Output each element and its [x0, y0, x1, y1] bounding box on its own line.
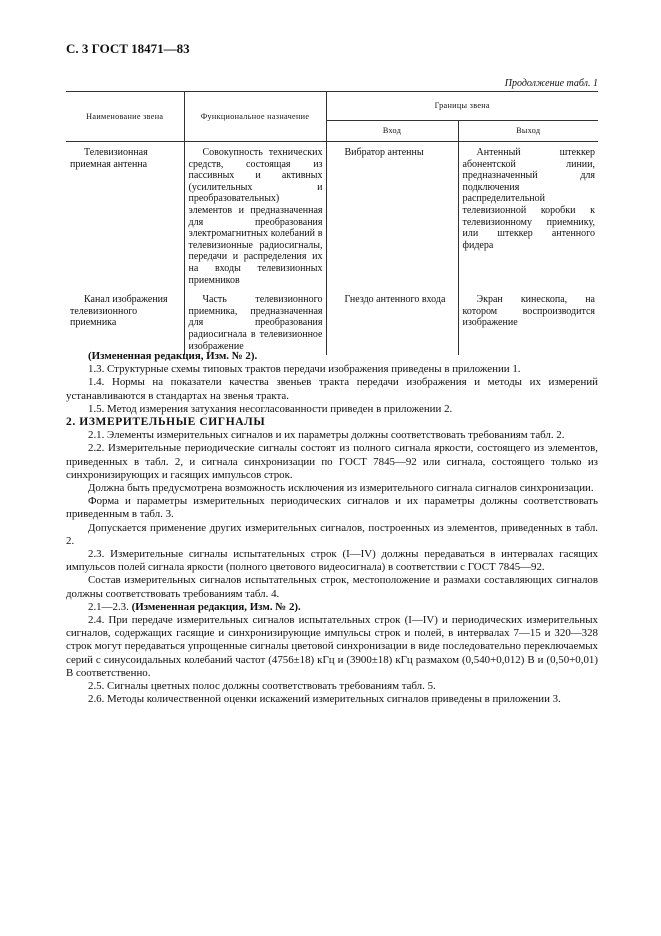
paragraph-1-5: 1.5. Метод измерения затухания несогласованности приведен в приложении 2.: [88, 402, 453, 415]
paragraph-2-2-c: Форма и параметры измерительных периодических сигналов и их параметры должны соответствовать приведенным в табл. 3.: [66, 495, 598, 521]
table-row: [66, 289, 598, 355]
cell-input: Гнездо антенного входа: [326, 289, 458, 355]
column-header-function: Функциональное назначение: [184, 92, 326, 142]
table-1: [66, 91, 598, 355]
paragraph-2-2-b: Должна быть предусмотрена возможность исключения из измерительного сигнала сигналов синхронизации.: [88, 482, 594, 495]
paragraph-2-5: 2.5. Сигналы цветных полос должны соответствовать требованиям табл. 5.: [88, 680, 436, 693]
paragraph-1-3: 1.3. Структурные схемы типовых трактов передачи изображения приведены в приложении 1.: [88, 363, 521, 376]
section-title: 2. ИЗМЕРИТЕЛЬНЫЕ СИГНАЛЫ: [66, 416, 266, 429]
amendment-note: (Измененная редакция, Изм. № 2).: [88, 350, 258, 362]
paragraph-2-3: 2.3. Измерительные сигналы испытательных строк (I—IV) должны передаваться в интервалах гасящих импульсов полей сигнала яркости (полного цветового видеосигнала) в соответствии с ГОСТ 7845—92.: [66, 548, 598, 574]
paragraph-2-1: 2.1. Элементы измерительных сигналов и их параметры должны соответствовать требованиям табл. 2.: [88, 429, 565, 442]
paragraph-2-3-b: Состав измерительных сигналов испытательных строк, местоположение и размахи составляющих сигналов должны соответствовать требованиям табл. 4.: [66, 574, 598, 600]
cell-name: Канал изображения телевизионного приемника: [70, 294, 168, 329]
column-header-bounds: Границы звена: [326, 92, 598, 121]
cell-output: Экран кинескопа, на котором воспроизводится изображение: [458, 289, 598, 355]
paragraph-2-2: 2.2. Измерительные периодические сигналы состоят из полного сигнала яркости, состоящего из элементов, приведенных в табл. 2, и сигнала синхронизации по ГОСТ 7845—92 или сигнала, состоящего только из синхронизирующих и гасящих импульсов строк.: [66, 442, 598, 481]
column-header-input: Вход: [326, 121, 458, 142]
cell-input: Вибратор антенны: [326, 142, 458, 290]
table-row: [66, 142, 598, 290]
cell-name: Телевизионная приемная антенна: [70, 147, 148, 170]
cell-output: Антенный штеккер абонентской линии, предназначенный для подключения распределительной телевизионной коробки к телевизионному приемнику, или штеккер антенного фидера: [458, 142, 598, 290]
paragraph-2-4: 2.4. При передаче измерительных сигналов испытательных строк (I—IV) и периодических измерительных сигналов, содержащих гасящие и синхронизирующие импульсы строк и полей, в интервалах 7—15 и 320—328 строк могут передаваться упрощенные сигналы цветовой синхронизации в виде последовательно переключаемых серий с синусоидальных колебаний частот (4756±18) кГц и (3900±18) кГц размахом (0,540+0,012) В и (0,50+0,01) В соответственно.: [66, 614, 598, 679]
column-header-output: Выход: [458, 121, 598, 142]
paragraph-1-4: 1.4. Нормы на показатели качества звеньев тракта передачи изображения и методы их измерений устанавливаются в стандартах на звенья тракта.: [66, 376, 598, 402]
table-continuation-label: Продолжение табл. 1: [504, 78, 598, 89]
page-header: С. 3 ГОСТ 18471—83: [66, 41, 190, 56]
amendment-note: 2.1—2.3. (Измененная редакция, Изм. № 2).: [88, 600, 301, 613]
paragraph-2-2-d: Допускается применение других измерительных сигналов, построенных из элементов, приведенных в табл. 2.: [66, 521, 598, 547]
cell-function: Совокупность технических средств, состоящая из пассивных и активных (усилительных и преобразовательных) элементов и предназначенная для преобразования электромагнитных колебаний в телевизионные радиосигналы, передачи и распределения их на входы телевизионных приемников: [184, 142, 326, 290]
column-header-name: Наименование звена: [66, 92, 184, 142]
cell-function: Часть телевизионного приемника, предназначенная для преобразования радиосигнала в телевизионное изображение: [184, 289, 326, 355]
body-text: [66, 350, 598, 706]
paragraph-2-6: 2.6. Методы количественной оценки искажений измерительных сигналов приведены в приложении 3.: [88, 693, 561, 706]
